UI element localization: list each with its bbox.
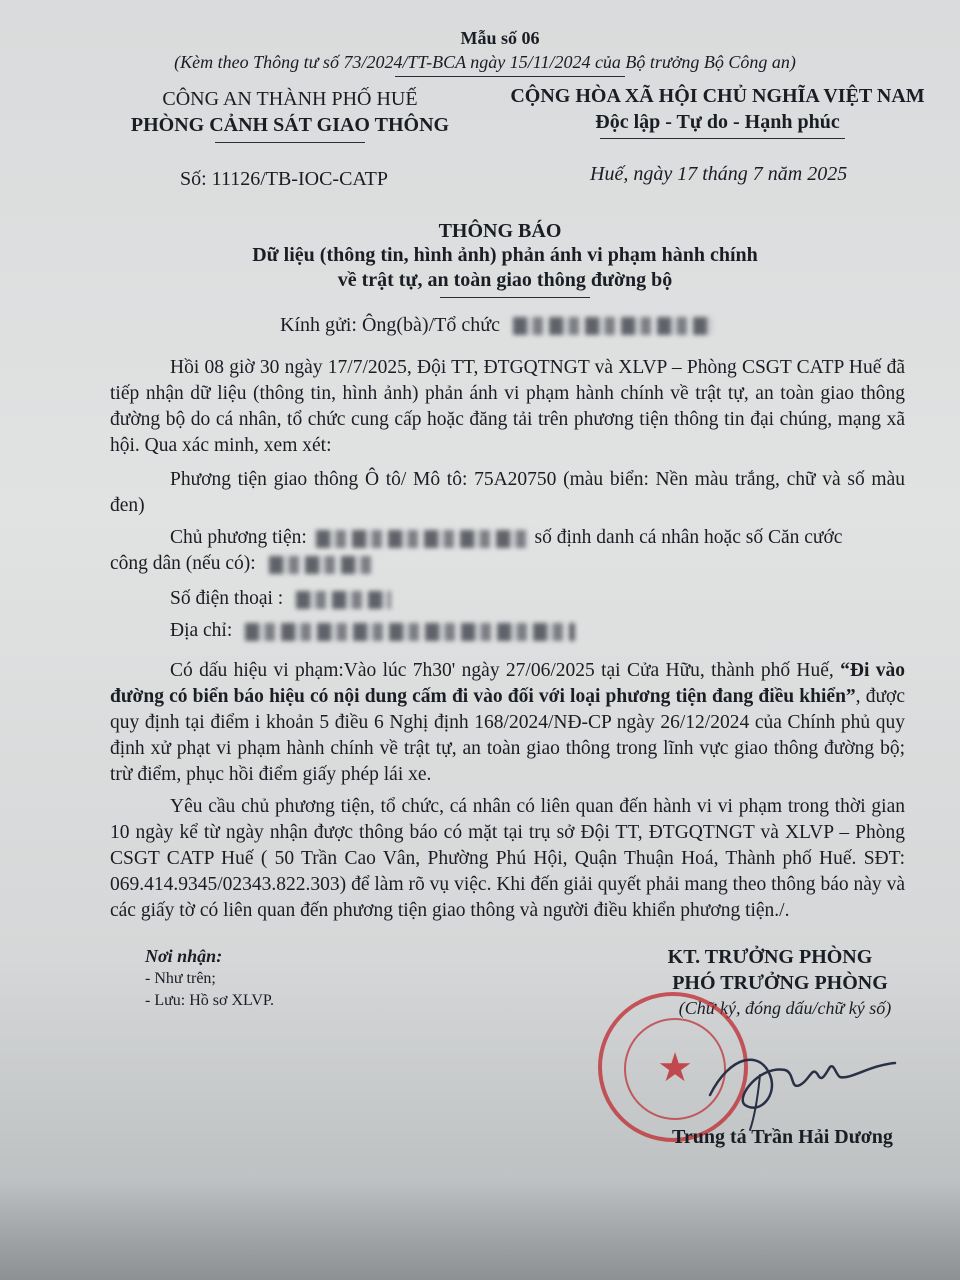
org-underline	[215, 142, 365, 143]
nation-underline	[600, 138, 845, 139]
violation-intro: Có dấu hiệu vi phạm:Vào lúc 7h30' ngày 27/06/2025 tại Cửa Hữu, thành phố Huế,	[170, 660, 834, 681]
request-paragraph: Yêu cầu chủ phương tiện, tổ chức, cá nhân có liên quan đến hành vi vi phạm trong thời gian 10 ngày kể từ ngày nhận được thông báo có mặt tại trụ sở Đội TT, ĐTGQTNGT và XLVP – Phòng CSGT CATP Huế ( 50 Trần Cao Vân, Phường Phú Hội, Quận Thuận Hoá, Thành phố Huế. SĐT: 069.414.9345/02343.822.303) để làm rõ vụ việc. Khi đến giải quyết phải mang theo thông báo này và các giấy tờ có liên quan đến phương tiện giao thông và người điều khiển phương tiện./.	[110, 796, 905, 921]
violation-description: “Đi vào đường có biển báo hiệu có nội dung cấm đi vào đối với loại phương tiện đang điều khiển”	[110, 660, 906, 707]
owner-suffix: số định danh cá nhân hoặc số Căn cước	[534, 527, 843, 548]
doc-number: Số: 11126/TB-IOC-CATP	[180, 168, 388, 190]
star-icon: ★	[657, 1045, 693, 1090]
signature-line2: PHÓ TRƯỞNG PHÒNG	[672, 972, 888, 994]
owner-redacted	[316, 530, 526, 548]
owner-line	[170, 527, 842, 549]
recipient-redacted	[513, 317, 713, 335]
phone-line	[170, 588, 391, 610]
violation-legal-basis: , được quy định tại điểm i khoản 5 điều 6 Nghị định 168/2024/NĐ-CP ngày 26/12/2024 của Chính phủ quy định xử phạt vi phạm hành chính về trật tự, an toàn giao thông trong lĩnh vực giao thông đường bộ; trừ điểm, phục hồi điểm giấy phép lái xe.	[110, 686, 905, 785]
vehicle-paragraph: Phương tiện giao thông Ô tô/ Mô tô: 75A20750 (màu biển: Nền màu trắng, chữ và số màu đen)	[110, 469, 905, 516]
org-line2: PHÒNG CẢNH SÁT GIAO THÔNG	[130, 114, 450, 136]
recipient-item-1: - Như trên;	[145, 970, 216, 987]
handwritten-signature	[700, 1035, 900, 1135]
address-label: Địa chỉ:	[170, 620, 233, 641]
signature-note: (Chữ ký, đóng dấu/chữ ký số)	[678, 998, 892, 1018]
nation-line2: Độc lập - Tự do - Hạnh phúc	[595, 111, 840, 133]
bottom-shadow	[0, 1180, 960, 1280]
recipient-item-2: - Lưu: Hồ sơ XLVP.	[145, 992, 274, 1009]
phone-label: Số điện thoại :	[170, 588, 284, 609]
place-date: Huế, ngày 17 tháng 7 năm 2025	[590, 163, 848, 185]
address-line	[170, 620, 575, 642]
id-label: công dân (nếu có):	[110, 553, 256, 574]
intro-paragraph: Hồi 08 giờ 30 ngày 17/7/2025, Đội TT, ĐTGQTNGT và XLVP – Phòng CSGT CATP Huế đã tiếp nhận dữ liệu (thông tin, hình ảnh) phản ánh vi phạm hành chính về trật tự, an toàn giao thông đường bộ do cá nhân, tổ chức cung cấp hoặc đăng tải trên phương tiện thông tin đại chúng, mạng xã hội. Qua xác minh, xem xét:	[110, 357, 905, 456]
owner-label: Chủ phương tiện:	[170, 527, 307, 548]
address-redacted	[245, 623, 575, 641]
attachment-underline	[395, 76, 625, 77]
recipients-label: Nơi nhận:	[145, 946, 223, 966]
title-sub2: về trật tự, an toàn giao thông đường bộ	[337, 269, 673, 291]
violation-paragraph	[110, 658, 905, 788]
phone-redacted	[296, 591, 391, 609]
form-number: Mẫu số 06	[460, 28, 540, 48]
org-line1: CÔNG AN THÀNH PHỐ HUẾ	[162, 88, 418, 110]
title-main: THÔNG BÁO	[438, 220, 562, 242]
title-sub1: Dữ liệu (thông tin, hình ảnh) phản ánh vi phạm hành chính	[252, 244, 758, 266]
signature-line1: KT. TRƯỞNG PHÒNG	[667, 946, 873, 968]
recipient-label: Kính gửi: Ông(bà)/Tổ chức	[280, 314, 500, 336]
form-attachment: (Kèm theo Thông tư số 73/2024/TT-BCA ngày 15/11/2024 của Bộ trưởng Bộ Công an)	[174, 52, 796, 72]
recipient-line	[280, 314, 713, 337]
title-underline	[440, 297, 590, 298]
signer-name: Trung tá Trần Hải Dương	[672, 1126, 893, 1148]
id-redacted	[269, 556, 374, 574]
id-line	[110, 553, 374, 575]
nation-line1: CỘNG HÒA XÃ HỘI CHỦ NGHĨA VIỆT NAM	[510, 85, 925, 107]
